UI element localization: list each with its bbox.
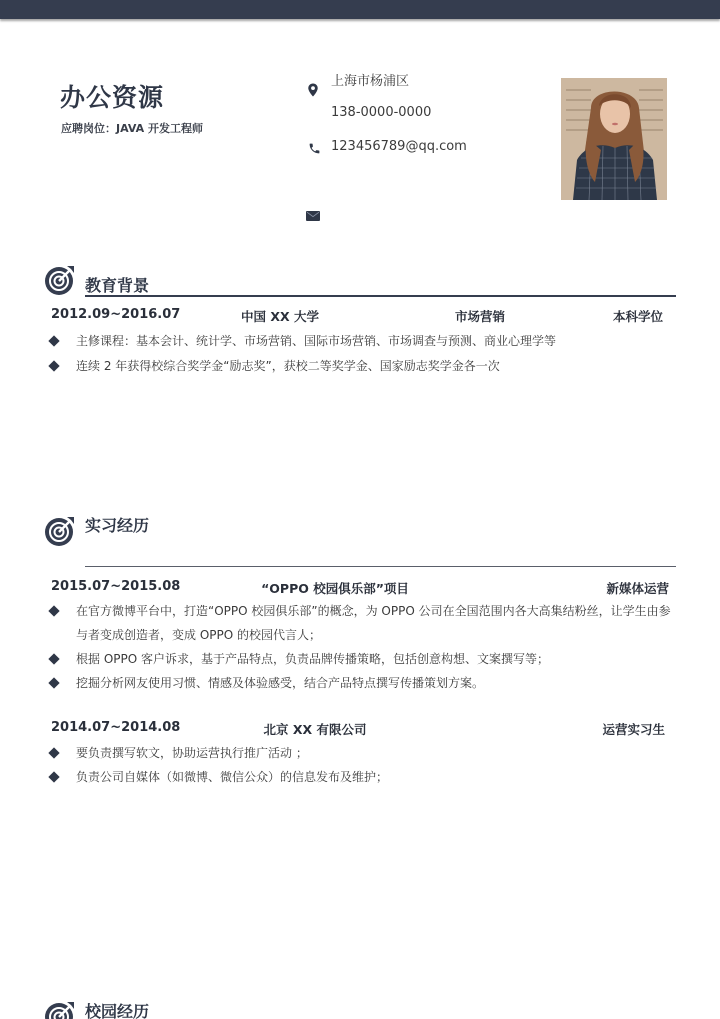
mail-icon bbox=[306, 206, 320, 216]
education-major: 市场营销 bbox=[454, 309, 505, 324]
position-label: 应聘岗位： bbox=[61, 122, 116, 135]
list-item: 连续 2 年获得校综合奖学金“励志奖”，获校二等奖学金、国家励志奖学金各一次 bbox=[50, 354, 680, 378]
internship-org: 北京 XX 有限公司 bbox=[263, 722, 367, 737]
target-icon bbox=[44, 264, 76, 296]
education-date: 2012.09~2016.07 bbox=[51, 307, 181, 322]
location-pin-icon bbox=[306, 82, 320, 96]
internship-org: “OPPO 校园俱乐部”项目 bbox=[261, 581, 409, 596]
internship-date: 2014.07~2014.08 bbox=[51, 720, 181, 735]
email-text: 123456789@qq.com bbox=[331, 139, 467, 154]
section-divider bbox=[85, 566, 676, 567]
education-school: 中国 XX 大学 bbox=[241, 309, 319, 324]
section-title-internship: 实习经历 bbox=[85, 516, 150, 535]
list-item: 负责公司自媒体（如微博、微信公众）的信息发布及维护； bbox=[50, 765, 675, 789]
list-item: 根据 OPPO 客户诉求，基于产品特点，负责品牌传播策略，包括创意构想、文案撰写等； bbox=[50, 647, 675, 671]
section-divider bbox=[85, 295, 676, 297]
applicant-name: 办公资源 bbox=[60, 83, 165, 112]
section-title-education: 教育背景 bbox=[85, 276, 150, 295]
applied-position bbox=[61, 120, 203, 136]
internship-role: 新媒体运营 bbox=[606, 581, 669, 596]
position-value: JAVA 开发工程师 bbox=[116, 122, 203, 135]
target-icon bbox=[44, 515, 76, 547]
applicant-photo bbox=[561, 78, 667, 200]
list-item: 要负责撰写软文，协助运营执行推广活动 ； bbox=[50, 741, 675, 765]
phone-text: 138-0000-0000 bbox=[331, 105, 432, 120]
target-icon bbox=[44, 1000, 76, 1019]
list-item: 在官方微博平台中，打造“OPPO 校园俱乐部”的概念，为 OPPO 公司在全国范围内各大高集结粉丝，让学生由参与者变成创造者，变成 OPPO 的校园代言人； bbox=[50, 599, 675, 647]
internship-role: 运营实习生 bbox=[602, 722, 665, 737]
list-item: 主修课程：基本会计、统计学、市场营销、国际市场营销、市场调查与预测、商业心理学等 bbox=[50, 329, 680, 353]
internship-date: 2015.07~2015.08 bbox=[51, 579, 181, 594]
list-item: 挖掘分析网友使用习惯、情感及体验感受，结合产品特点撰写传播策划方案。 bbox=[50, 671, 675, 695]
education-degree: 本科学位 bbox=[612, 309, 663, 324]
top-banner bbox=[0, 0, 720, 19]
phone-icon bbox=[308, 140, 322, 154]
address-text: 上海市杨浦区 bbox=[331, 74, 410, 89]
section-title-campus: 校园经历 bbox=[85, 1002, 150, 1019]
